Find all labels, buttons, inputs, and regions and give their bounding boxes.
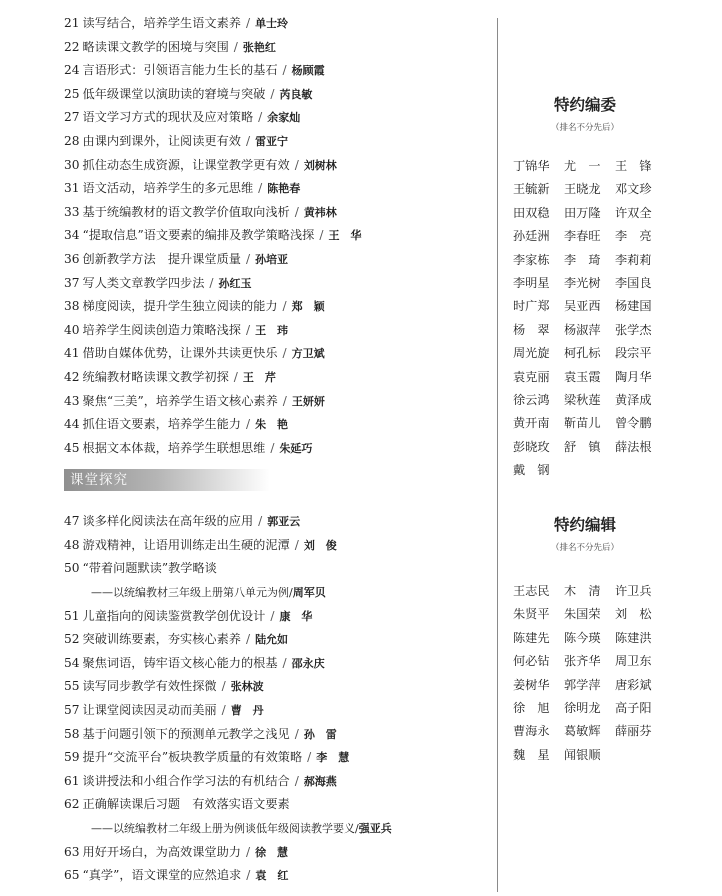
member-name: 杨 翠 bbox=[513, 322, 550, 337]
toc-author: 王 玮 bbox=[255, 323, 289, 337]
toc-entry bbox=[64, 605, 484, 629]
member-name: 徐 旭 bbox=[513, 700, 550, 715]
member-name: 田双稳 bbox=[513, 205, 550, 220]
toc-author: 张艳红 bbox=[242, 40, 276, 54]
toc-entry bbox=[64, 366, 484, 390]
member-name: 许双全 bbox=[615, 205, 652, 220]
special-editorial-board-title: 特约编委 bbox=[553, 96, 616, 114]
toc-entry bbox=[64, 534, 484, 558]
separator: / bbox=[245, 632, 251, 647]
section-gap bbox=[64, 500, 484, 510]
toc-entry bbox=[64, 841, 484, 865]
separator: / bbox=[245, 322, 251, 337]
toc-author: 康 华 bbox=[279, 609, 313, 623]
toc-title: 儿童指向的阅读鉴赏教学创优设计 bbox=[82, 608, 266, 623]
toc-page-number: 44 bbox=[64, 417, 80, 432]
toc-subtitle-row bbox=[64, 817, 484, 841]
member-name: 尤 一 bbox=[564, 159, 601, 173]
separator: / bbox=[270, 86, 275, 101]
member-name: 吴亚西 bbox=[564, 299, 601, 314]
toc-page-number: 31 bbox=[64, 181, 80, 196]
toc-author: 周军贝 bbox=[292, 586, 326, 600]
member-name: 时广郑 bbox=[513, 299, 550, 314]
separator: / bbox=[282, 299, 287, 314]
toc-entry bbox=[64, 59, 484, 83]
toc-entry bbox=[64, 154, 484, 178]
toc-author: 余家灿 bbox=[267, 111, 301, 125]
member-name: 陈建洪 bbox=[615, 630, 652, 645]
toc-author: 朱延巧 bbox=[279, 441, 313, 455]
member-name: 王晓龙 bbox=[564, 182, 601, 197]
toc-page-number: 47 bbox=[64, 514, 80, 529]
toc-entry bbox=[64, 272, 484, 296]
member-name: 葛敏辉 bbox=[564, 724, 601, 739]
toc-entry bbox=[64, 699, 484, 723]
toc-page-number: 30 bbox=[64, 157, 80, 172]
separator: / bbox=[282, 63, 287, 78]
separator: / bbox=[245, 844, 251, 859]
member-name: 彭晓玫 bbox=[513, 439, 550, 454]
toc-page-number: 55 bbox=[64, 679, 80, 694]
separator: / bbox=[294, 726, 299, 741]
toc-title: 让课堂阅读因灵动而美丽 bbox=[82, 703, 217, 718]
toc-page-number: 42 bbox=[64, 369, 80, 384]
toc-author: 方卫斌 bbox=[291, 347, 325, 361]
toc-title: 谈讲授法和小组合作学习法的有机结合 bbox=[82, 773, 290, 788]
toc-title: 游戏精神，让语用训练走出生硬的泥潭 bbox=[82, 537, 290, 552]
member-name: 周光旋 bbox=[513, 346, 550, 361]
toc-title: 由课内到课外，让阅读更有效 bbox=[82, 133, 241, 148]
toc-author: 郝海燕 bbox=[303, 774, 337, 788]
separator: / bbox=[294, 773, 299, 788]
member-name: 高子阳 bbox=[615, 700, 652, 715]
member-name: 张齐华 bbox=[564, 654, 601, 669]
toc-author: 张林波 bbox=[230, 680, 264, 694]
name-row bbox=[513, 459, 666, 482]
member-name: 姜树华 bbox=[513, 677, 550, 692]
toc-page-number: 54 bbox=[64, 655, 80, 670]
name-row bbox=[513, 202, 666, 225]
toc-page-number: 57 bbox=[64, 703, 80, 718]
member-name: 王志民 bbox=[513, 584, 550, 598]
separator: / bbox=[245, 133, 251, 148]
toc-entry bbox=[64, 746, 484, 770]
name-row bbox=[513, 295, 666, 318]
separator: / bbox=[307, 750, 312, 765]
toc-page-number: 24 bbox=[64, 63, 80, 78]
toc-author: 强亚兵 bbox=[358, 822, 392, 835]
toc-entry bbox=[64, 557, 484, 581]
member-name: 曹海永 bbox=[513, 724, 550, 739]
toc-entry bbox=[64, 295, 484, 319]
toc-title: 读写结合，培养学生语文素养 bbox=[82, 16, 241, 30]
toc-page-number: 21 bbox=[64, 16, 80, 30]
toc-author: 陈艳春 bbox=[267, 182, 301, 196]
separator: / bbox=[294, 157, 299, 172]
member-name: 刘 松 bbox=[615, 607, 652, 622]
member-name: 徐明龙 bbox=[564, 700, 601, 715]
name-row bbox=[513, 389, 666, 412]
toc-page-number: 43 bbox=[64, 393, 80, 408]
separator: / bbox=[355, 822, 359, 835]
toc-author: 邵永庆 bbox=[291, 656, 325, 670]
toc-page-number: 40 bbox=[64, 322, 80, 337]
name-row bbox=[513, 249, 666, 272]
member-name: 王 锋 bbox=[615, 159, 652, 173]
toc-title: 抓住语文要素，培养学生能力 bbox=[82, 417, 241, 432]
toc-entry bbox=[64, 652, 484, 676]
member-name: 郭学萍 bbox=[564, 677, 601, 692]
member-name: 杨淑萍 bbox=[564, 322, 601, 337]
toc-title: 略读课文教学的困境与突围 bbox=[82, 39, 229, 54]
name-row bbox=[513, 319, 666, 342]
separator: / bbox=[245, 251, 251, 266]
member-name: 许卫兵 bbox=[615, 584, 652, 598]
separator: / bbox=[221, 703, 226, 718]
member-name: 陈建先 bbox=[513, 630, 550, 645]
member-name: 薛法根 bbox=[615, 439, 652, 454]
toc-author: 徐 慧 bbox=[255, 845, 289, 859]
toc-title: “真学”，语文课堂的应然追求 bbox=[82, 868, 242, 883]
member-name: 何必钻 bbox=[513, 654, 550, 669]
toc-entry bbox=[64, 413, 484, 437]
toc-author: 单士玲 bbox=[255, 17, 289, 30]
toc-author: 雷亚宁 bbox=[255, 134, 289, 148]
member-name: 朱贤平 bbox=[513, 607, 550, 622]
name-row bbox=[513, 603, 666, 626]
toc-entry bbox=[64, 106, 484, 130]
toc-page-number: 45 bbox=[64, 440, 80, 455]
toc-title: 谈多样化阅读法在高年级的应用 bbox=[82, 514, 254, 529]
separator: / bbox=[246, 868, 251, 883]
member-name: 段宗平 bbox=[615, 346, 652, 361]
member-name: 李家栋 bbox=[513, 252, 550, 267]
toc-page-number: 52 bbox=[64, 632, 80, 647]
member-name: 黄泽成 bbox=[615, 392, 652, 407]
separator: / bbox=[270, 608, 275, 623]
toc-author: 王 华 bbox=[328, 229, 362, 243]
member-name: 陶月华 bbox=[615, 369, 652, 384]
toc-title: 抓住动态生成资源，让课堂教学更有效 bbox=[82, 157, 290, 172]
separator: / bbox=[319, 228, 324, 243]
toc-entry bbox=[64, 83, 484, 107]
name-row bbox=[513, 627, 666, 650]
member-name: 李明星 bbox=[513, 275, 550, 290]
toc-author: 朱 艳 bbox=[255, 418, 289, 432]
toc-title: 语文活动，培养学生的多元思维 bbox=[82, 181, 254, 196]
toc-entry bbox=[64, 793, 484, 817]
toc-title: 突破训练要素，夯实核心素养 bbox=[82, 632, 241, 647]
toc-author: 王妍妍 bbox=[291, 394, 325, 408]
member-name: 陈今瑛 bbox=[564, 630, 601, 645]
section-header-label: 课堂探究 bbox=[70, 472, 128, 489]
toc-entry bbox=[64, 342, 484, 366]
toc-title: 用好开场白，为高效课堂助力 bbox=[82, 844, 241, 859]
toc-page-number: 48 bbox=[64, 537, 80, 552]
name-row bbox=[513, 580, 666, 603]
separator: / bbox=[282, 346, 287, 361]
toc-page-number: 50 bbox=[64, 561, 80, 576]
toc-title: 聚焦词语，铸牢语文核心能力的根基 bbox=[82, 655, 278, 670]
member-name: 孙廷洲 bbox=[513, 229, 550, 244]
separator: / bbox=[233, 369, 238, 384]
member-name: 张学杰 bbox=[615, 322, 652, 337]
toc-title: 借助自媒体优势，让课外共读更快乐 bbox=[82, 346, 278, 361]
toc-author: 黄祎林 bbox=[303, 205, 337, 219]
toc-author: 刘 俊 bbox=[303, 538, 337, 552]
toc-page-number: 41 bbox=[64, 346, 80, 361]
toc-entry bbox=[64, 675, 484, 699]
member-name: 邓文珍 bbox=[615, 182, 652, 197]
toc-title: “提取信息”语文要素的编排及教学策略浅探 bbox=[82, 228, 315, 243]
toc-title: 创新教学方法 提升课堂质量 bbox=[82, 251, 241, 266]
toc-entry bbox=[64, 319, 484, 343]
toc-entry bbox=[64, 723, 484, 747]
member-name: 王毓新 bbox=[513, 182, 550, 197]
toc-author: 王 芹 bbox=[242, 370, 276, 384]
special-editors-names bbox=[513, 580, 666, 767]
member-name: 曾令鹏 bbox=[615, 416, 652, 431]
toc-page-number: 33 bbox=[64, 204, 80, 219]
toc-page-number: 36 bbox=[64, 251, 80, 266]
separator: / bbox=[282, 393, 287, 408]
member-name: 李莉莉 bbox=[615, 252, 652, 267]
toc-author: 芮良敏 bbox=[279, 87, 313, 101]
separator: / bbox=[258, 181, 263, 196]
name-row bbox=[513, 272, 666, 295]
toc-author: 刘树林 bbox=[303, 158, 337, 172]
toc-author: 杨顾霞 bbox=[291, 64, 325, 78]
toc-page-number: 51 bbox=[64, 608, 80, 623]
member-name: 周卫东 bbox=[615, 654, 652, 669]
name-row bbox=[513, 744, 666, 767]
toc-page-number: 25 bbox=[64, 86, 80, 101]
member-name: 木 清 bbox=[564, 584, 601, 598]
separator: / bbox=[289, 586, 293, 600]
separator: / bbox=[294, 204, 299, 219]
toc-page-number: 62 bbox=[64, 797, 80, 812]
member-name: 闻银顺 bbox=[564, 747, 601, 762]
separator: / bbox=[270, 440, 275, 455]
toc-author: 李 慧 bbox=[316, 751, 350, 765]
toc-page-number: 37 bbox=[64, 275, 80, 290]
toc-page-number: 22 bbox=[64, 39, 80, 54]
column-divider bbox=[497, 18, 498, 892]
toc-author: 曹 丹 bbox=[230, 704, 264, 718]
member-name: 薛丽芬 bbox=[615, 724, 652, 739]
name-row bbox=[513, 720, 666, 743]
toc-entry bbox=[64, 36, 484, 60]
toc-entry bbox=[64, 224, 484, 248]
member-name: 梁秋莲 bbox=[564, 392, 601, 407]
separator: / bbox=[258, 110, 263, 125]
toc-author: 孙 雷 bbox=[303, 727, 337, 741]
member-name: 袁玉霞 bbox=[564, 369, 601, 384]
toc-page-number: 34 bbox=[64, 228, 80, 243]
toc-entry bbox=[64, 390, 484, 414]
toc-page-number: 58 bbox=[64, 726, 80, 741]
member-name: 舒 镇 bbox=[564, 439, 601, 454]
member-name: 魏 星 bbox=[513, 747, 550, 762]
toc-author: 陆允如 bbox=[255, 633, 289, 647]
toc-entry bbox=[64, 12, 484, 36]
toc-title: 提升“交流平台”板块教学质量的有效策略 bbox=[82, 750, 303, 765]
name-row bbox=[513, 697, 666, 720]
name-row bbox=[513, 342, 666, 365]
toc-author: 袁 红 bbox=[255, 869, 289, 883]
toc-title: 读写同步教学有效性探微 bbox=[82, 679, 217, 694]
special-editors-title: 特约编辑 bbox=[553, 516, 616, 534]
toc-page-number: 59 bbox=[64, 750, 80, 765]
toc-title: 梯度阅读，提升学生独立阅读的能力 bbox=[82, 299, 278, 314]
name-row bbox=[513, 155, 666, 178]
member-name: 靳苗儿 bbox=[564, 416, 601, 431]
member-name: 李光树 bbox=[564, 275, 601, 290]
toc-page-number: 61 bbox=[64, 773, 80, 788]
toc-entry bbox=[64, 510, 484, 534]
member-name: 李 亮 bbox=[615, 229, 652, 244]
name-row bbox=[513, 412, 666, 435]
member-name: 丁锦华 bbox=[513, 159, 550, 173]
member-name: 田万隆 bbox=[564, 205, 601, 220]
toc-title: 语文学习方式的现状及应对策略 bbox=[82, 110, 254, 125]
toc-page-number: 65 bbox=[64, 868, 80, 883]
member-name: 柯孔标 bbox=[564, 346, 601, 361]
name-row bbox=[513, 650, 666, 673]
member-name: 戴 钢 bbox=[513, 463, 550, 478]
toc-title: 言语形式：引领语言能力生长的基石 bbox=[82, 63, 278, 78]
separator: / bbox=[258, 514, 263, 529]
member-name: 徐云鸿 bbox=[513, 392, 550, 407]
toc-title: 基于问题引领下的预测单元教学之浅见 bbox=[82, 726, 290, 741]
toc-page-number: 38 bbox=[64, 299, 80, 314]
toc-entry bbox=[64, 248, 484, 272]
member-name: 朱国荣 bbox=[564, 607, 601, 622]
member-name: 杨建国 bbox=[615, 299, 652, 314]
separator: / bbox=[282, 655, 287, 670]
toc-author: 郑 颖 bbox=[291, 300, 325, 314]
separator: / bbox=[245, 16, 251, 30]
toc-title: 低年级课堂以演助读的窘境与突破 bbox=[82, 86, 266, 101]
name-row bbox=[513, 225, 666, 248]
toc-subtitle-row bbox=[64, 581, 484, 605]
toc-page-number: 28 bbox=[64, 133, 80, 148]
separator: / bbox=[209, 275, 214, 290]
toc-entry bbox=[64, 177, 484, 201]
toc-entry bbox=[64, 628, 484, 652]
toc-title: 培养学生阅读创造力策略浅探 bbox=[82, 322, 241, 337]
toc-title: “带着问题默读”教学略谈 bbox=[82, 561, 217, 576]
member-name: 李 琦 bbox=[564, 252, 601, 267]
separator: / bbox=[294, 537, 299, 552]
toc-entry bbox=[64, 201, 484, 225]
member-name: 李国良 bbox=[615, 275, 652, 290]
toc-entry bbox=[64, 437, 484, 461]
name-row bbox=[513, 436, 666, 459]
toc-title: 统编教材略读课文教学初探 bbox=[82, 369, 229, 384]
separator: / bbox=[245, 417, 251, 432]
toc-entry bbox=[64, 130, 484, 154]
member-name: 黄开南 bbox=[513, 416, 550, 431]
toc-author: 孙培亚 bbox=[255, 252, 289, 266]
toc-entry bbox=[64, 864, 484, 888]
name-row bbox=[513, 178, 666, 201]
name-row bbox=[513, 366, 666, 389]
special-editorial-board-note: （排名不分先后） bbox=[550, 123, 619, 133]
section-header-classroom-inquiry bbox=[64, 469, 270, 491]
toc-title: 正确解读课后习题 有效落实语文要素 bbox=[82, 797, 290, 812]
toc-author: 郭亚云 bbox=[267, 515, 301, 529]
toc-title: 基于统编教材的语文教学价值取向浅析 bbox=[82, 204, 290, 219]
separator: / bbox=[233, 39, 238, 54]
member-name: 袁克丽 bbox=[513, 369, 550, 384]
special-editors-note: （排名不分先后） bbox=[550, 543, 619, 553]
toc-title: 写人类文章教学四步法 bbox=[82, 275, 205, 290]
table-of-contents bbox=[64, 12, 484, 888]
member-name: 李春旺 bbox=[564, 229, 601, 244]
toc-page-number: 63 bbox=[64, 844, 80, 859]
toc-page-number: 27 bbox=[64, 110, 80, 125]
toc-title: 聚焦“三美”，培养学生语文核心素养 bbox=[82, 393, 278, 408]
member-name: 唐彩斌 bbox=[615, 677, 652, 692]
toc-subtitle: ——以统编教材二年级上册为例谈低年级阅读教学要义 bbox=[91, 822, 355, 835]
separator: / bbox=[221, 679, 226, 694]
name-row bbox=[513, 674, 666, 697]
toc-entry bbox=[64, 770, 484, 794]
toc-title: 根据文本体裁，培养学生联想思维 bbox=[82, 440, 266, 455]
special-editorial-board-names bbox=[513, 155, 666, 482]
toc-subtitle: ——以统编教材三年级上册第八单元为例 bbox=[91, 586, 289, 600]
toc-author: 孙红玉 bbox=[218, 276, 252, 290]
